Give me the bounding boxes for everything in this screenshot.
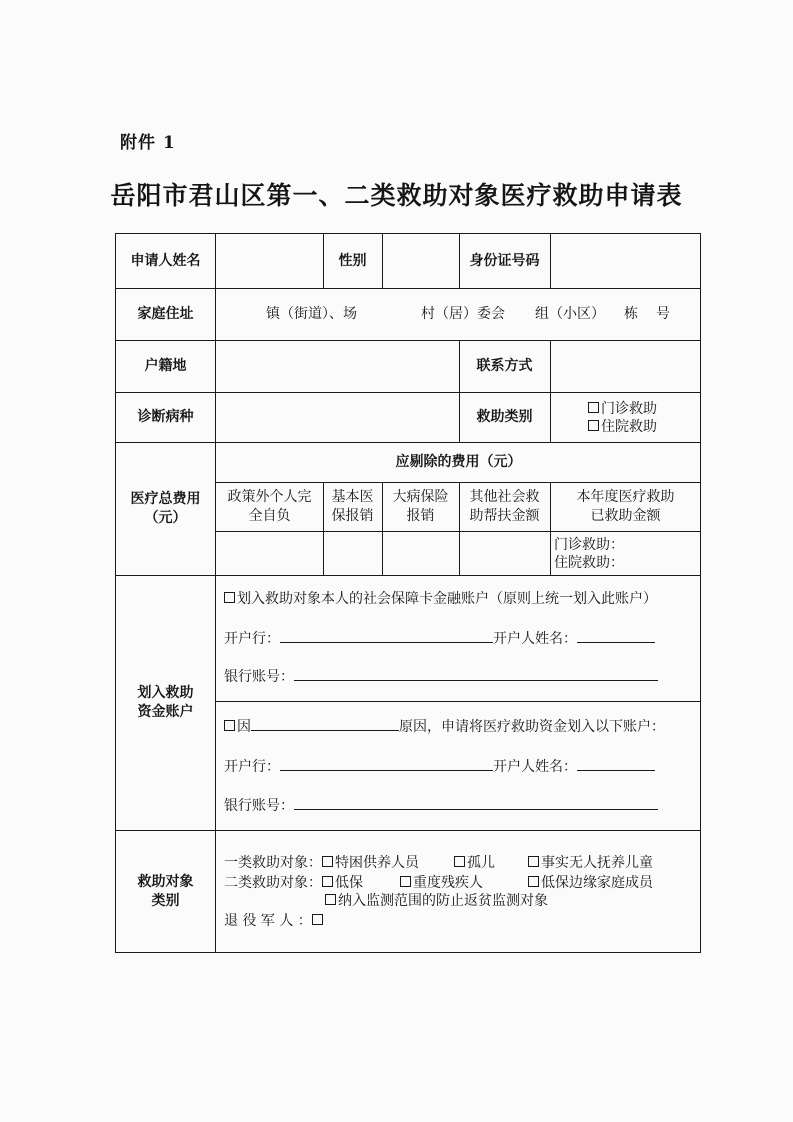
total-cost-label: 医疗总费用 （元） <box>130 490 201 526</box>
checkbox-icon[interactable] <box>588 420 599 431</box>
application-form <box>115 233 701 953</box>
bank-input-2[interactable] <box>280 757 493 771</box>
address-town[interactable]: 镇（街道）、场 <box>266 306 357 322</box>
diagnosis-field[interactable] <box>216 392 459 442</box>
first-category-orphan[interactable]: 孤儿 <box>454 854 495 872</box>
account-row-2: 银行账号： <box>224 796 658 815</box>
account-option-other[interactable]: 因 原因，申请将医疗救助资金划入以下账户： <box>224 717 665 736</box>
checkbox-icon[interactable] <box>528 876 539 887</box>
contact-field[interactable] <box>551 340 701 392</box>
veteran-row[interactable]: 退 役 军 人 ： <box>224 912 325 930</box>
contact-label: 联系方式 <box>476 357 533 374</box>
checkbox-icon[interactable] <box>528 856 539 867</box>
account-option-social-card[interactable]: 划入救助对象本人的社会保障卡金融账户（原则上统一划入此账户） <box>224 590 657 608</box>
second-category-row: 二类救助对象： 低保 <box>224 875 363 891</box>
address-label: 家庭住址 <box>137 305 194 322</box>
address-village[interactable]: 村（居）委会 <box>421 306 505 322</box>
category-label: 救助对象 类别 <box>137 873 194 909</box>
id-number-field[interactable] <box>551 234 701 288</box>
deduct-col-critical-illness: 大病保险 报销 <box>392 488 449 524</box>
total-cost-field[interactable] <box>116 531 215 575</box>
hukou-label: 户籍地 <box>144 357 187 374</box>
basic-insurance-field[interactable] <box>324 531 382 575</box>
first-category-row: 一类救助对象： 特困供养人员 <box>224 855 419 871</box>
gender-field[interactable] <box>383 234 459 288</box>
form-title: 岳阳市君山区第一、二类救助对象医疗救助申请表 <box>110 181 683 210</box>
first-category-children[interactable]: 事实无人抚养儿童 <box>528 854 653 872</box>
critical-illness-field[interactable] <box>383 531 459 575</box>
aid-type-label: 救助类别 <box>476 408 533 425</box>
id-number-label: 身份证号码 <box>469 252 540 269</box>
account-row-1: 银行账号： <box>224 667 658 686</box>
holder-input-2[interactable] <box>577 757 655 771</box>
checkbox-icon[interactable] <box>322 876 333 887</box>
deduct-header: 应剔除的费用（元） <box>395 453 522 470</box>
checkbox-icon[interactable] <box>400 876 411 887</box>
bank-input-1[interactable] <box>280 629 493 643</box>
checkbox-icon[interactable] <box>454 856 465 867</box>
attachment-label: 附件 1 <box>120 133 176 153</box>
checkbox-icon[interactable] <box>224 720 235 731</box>
second-category-disabled[interactable]: 重度残疾人 <box>400 874 483 892</box>
account-label: 划入救助 资金账户 <box>137 684 194 720</box>
aid-type-inpatient[interactable]: 住院救助 <box>588 418 657 436</box>
row-divider <box>215 701 701 702</box>
hukou-field[interactable] <box>216 340 459 392</box>
reason-input[interactable] <box>251 717 399 731</box>
bank-row-1: 开户行： 开户人姓名： <box>224 629 655 648</box>
received-outpatient[interactable]: 门诊救助： <box>554 537 624 553</box>
received-inpatient[interactable]: 住院救助： <box>554 555 624 571</box>
deduct-col-self-pay: 政策外个人完 全自负 <box>227 488 312 524</box>
holder-input-1[interactable] <box>577 629 655 643</box>
checkbox-icon[interactable] <box>325 894 336 905</box>
address-number[interactable]: 号 <box>656 306 670 322</box>
account-number-input-1[interactable] <box>294 667 658 681</box>
second-category-marginal[interactable]: 低保边缘家庭成员 <box>528 874 653 892</box>
checkbox-icon[interactable] <box>224 592 235 603</box>
deduct-col-aid-received: 本年度医疗救助 已救助金额 <box>576 488 675 524</box>
diagnosis-label: 诊断病种 <box>137 408 194 425</box>
self-pay-field[interactable] <box>216 531 323 575</box>
checkbox-icon[interactable] <box>322 856 333 867</box>
deduct-col-social-aid: 其他社会救 助帮扶金额 <box>469 488 540 524</box>
checkbox-icon[interactable] <box>588 402 599 413</box>
bank-row-2: 开户行： 开户人姓名： <box>224 757 655 776</box>
name-field[interactable] <box>216 234 323 288</box>
aid-type-outpatient[interactable]: 门诊救助 <box>588 400 657 418</box>
address-building[interactable]: 栋 <box>624 306 638 322</box>
gender-label: 性别 <box>338 252 367 269</box>
deduct-col-basic-insurance: 基本医 保报销 <box>331 488 374 524</box>
account-number-input-2[interactable] <box>294 796 658 810</box>
second-category-monitoring[interactable]: 纳入监测范围的防止返贫监测对象 <box>325 892 548 910</box>
address-group[interactable]: 组（小区） <box>535 306 605 322</box>
checkbox-icon[interactable] <box>312 914 323 925</box>
name-label: 申请人姓名 <box>130 252 201 269</box>
social-aid-field[interactable] <box>460 531 550 575</box>
